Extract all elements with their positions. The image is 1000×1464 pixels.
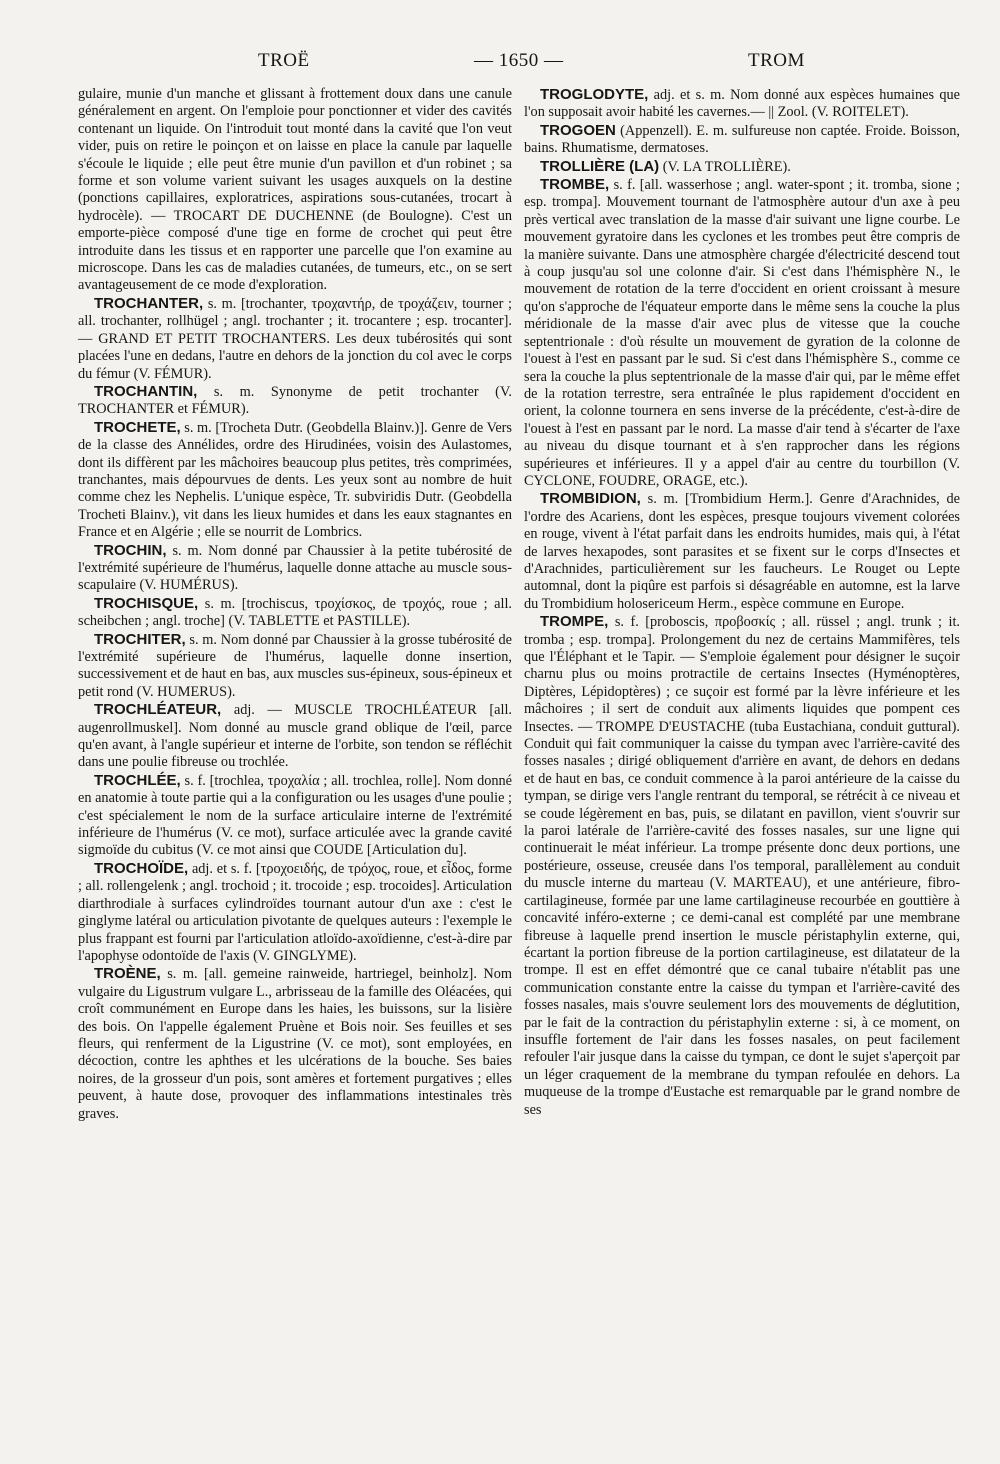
headword: TROCHITER, <box>94 630 186 648</box>
entry-trolliere <box>524 158 960 176</box>
entry-trochlee <box>78 772 512 860</box>
headword: TROCHISQUE, <box>94 594 199 612</box>
entry-trochiter <box>78 631 512 702</box>
headword: TROCHANTIN, <box>94 382 198 400</box>
definition: s. f. [all. wasserhose ; angl. water-spont ; it. tromba, sione ; esp. trompa]. Mouvement tournant de l'atmosphère autour d'un axe à peu près vertical avec translation de la masse d'air suivant une ligne courbe. Le mouvement gyratoire dans les cyclones et les trombes peut être compris de la manière suivante. Dans une atmosphère chargée d'électricité descend tout à coup jusqu'au sol une colonne d'air. Si c'est dans l'hémisphère N., le mouvement de rotation de la terre d'occident en orient croissant à mesure qu'on s'approche de l'équateur emporte dans le même sens la couche la plus méridionale de la masse d'air avec plus de vitesse que la couche septentrionale : d'où résulte un mouvement de gyration de la colonne de l'ouest à l'est en passant par le sud. Si c'est dans l'hémisphère S., comme ce sera la couche la plus septentrionale de la masse d'air qui, par le même effet de la rotation terrestre, sera entraînée le plus rapidement d'occident en orient, la colonne tournera en sens inverse de la précédente, c'est-à-dire de l'ouest à l'est en passant par le nord. La masse d'air tend à s'écarter de l'axe au niveau du disque tournant et à s'en rapprocher dans les régions supérieures et inférieures. Il y a appel d'air au centre du tourbillon (V. CYCLONE, FOUDRE, ORAGE, etc.). <box>524 177 961 489</box>
headword: TROGLODYTE, <box>540 86 649 103</box>
headword: TROMBIDION, <box>540 490 641 508</box>
headword: TROÈNE, <box>94 965 161 983</box>
definition: s. m. [Trocheta Dutr. (Geobdella Blainv.)]. Genre de Vers de la classe des Annélides, ordre des Hirudinées, voisin des Aulastomes, dont ils diffèrent par les mâchoires beaucoup plus petites, très comprimées, tranchantes, mais dépourvues de dents. Les yeux sont au nombre de huit comme chez les Nephelis. L'unique espèce, Tr. subviridis Dutr. (Geobdella Trocheti Blainv.), vit dans les lieux humides et dans les eaux stagnantes en France et en Algérie ; elle se nourrit de Lombrics. <box>78 419 512 541</box>
definition: s. f. [trochlea, τροχαλία ; all. trochlea, rolle]. Nom donné en anatomie à toute partie qui a la configuration ou les usages d'une poulie ; c'est spécialement le nom de la surface articulaire interne de l'extrémité inférieure de l'humérus (V. ce mot), surface articulée avec la grande cavité sigmoïde du cubitus (V. ce mot ainsi que COUDE [Articulation du]. <box>78 772 513 859</box>
headword: TROMBE, <box>540 176 610 194</box>
definition: adj. — MUSCLE TROCHLÉATEUR [all. augenrollmuskel]. Nom donné au muscle grand oblique de l'œil, parce qu'en avant, à l'angle supérieur et interne de l'orbite, son tendon se réfléchit dans une poulie fibreuse ou trochlée. <box>78 702 512 771</box>
entry-troglodyte <box>524 86 960 122</box>
definition: s. f. [proboscis, προβοσκίς ; all. rüssel ; angl. trunk ; it. tromba ; esp. trompa]. Prolongement du nez de certains Mammifères, tels que l'Éléphant et le Tapir. — S'emploie également pour désigner le suçoir charnu plus ou moins protractile de certains Insectes (Hyménoptères, Diptères, Lépidoptères) ; ce suçoir est formé par la lèvre inférieure et les mâchoires ; il sert de conduit aux aliments liquides que pompent ces Insectes. — TROMPE D'EUSTACHE (tuba Eustachiana, conduit guttural). Conduit qui fait communiquer la caisse du tympan avec l'arrière-cavité des fosses nasales ; dirigé obliquement d'arrière en avant, de dehors en dedans et de haut en bas, ce conduit commence à la paroi antérieure de la caisse du tympan, se dirige vers l'angle rentrant du temporal, se rétrécit à ce niveau et se coude légèrement en bas, puis, se dilatant en pavillon, vient s'ouvrir sur la paroi latérale de l'arrière-cavité des fosses nasales, sur une ligne qui continuerait le méat inférieur. La trompe présente donc deux portions, une postérieure, osseuse, creusée dans l'os temporal, parallèlement au conduit du muscle interne du marteau (V. MARTEAU), et une antérieure, fibro-cartilagineuse, formée par une lame cartilagineuse recourbée en gouttière à concavité inféro-externe ; ce demi-canal est complété par une membrane fibreuse à laquelle prend insertion le muscle péristaphylin externe, qui, écartant la portion fibreuse de la portion cartilagineuse, est dilatateur de la trompe. Il est en effet démontré que ce canal tubaire n'établit pas une communication constante entre la caisse du tympan et l'arrière-cavité des fosses nasales, mais s'ouvre seulement lors des mouvements de déglutition, par le fait de la contraction du péristaphylin externe : si, à ce moment, on insuffle fortement de l'air dans les fosses nasales, on peut facilement refouler l'air jusque dans la caisse du tympan, ce dont le sujet s'aperçoit par un léger craquement de la membrane du tympan refoulée en dehors. La muqueuse de la trompe d'Eustache est remarquable par le grand nombre de ses <box>524 614 960 1118</box>
page-number: — 1650 — <box>474 50 564 71</box>
entry-trochleateur <box>78 701 512 772</box>
entry-trochin <box>78 542 512 595</box>
headword: TROCHLÉE, <box>94 771 181 789</box>
left-column <box>78 86 512 1123</box>
definition: adj. et s. f. [τροχοειδής, de τρόχος, roue, et εἶδος, forme ; all. rollengelenk ; angl. trochoid ; it. trocoide ; esp. trocoides]. Articulation diarthrodiale à surfaces cylindroïdes tournant autour d'un axe : c'est le ginglyme latéral ou articulation pivotante de quelques auteurs : l'exemple le plus frappant est fourni par l'articulation atloïdo-axoïdienne, c'est-à-dire par l'apophyse odontoïde de l'axis (V. GINGLYME). <box>78 860 512 964</box>
entry-trochoide <box>78 860 512 965</box>
entry-trochisque <box>78 595 512 631</box>
entry-troene <box>78 965 512 1123</box>
entry-trochantin <box>78 383 512 419</box>
entry-trombe <box>524 176 960 490</box>
headword: TROLLIÈRE (LA) <box>540 157 660 175</box>
definition: (Appenzell). E. m. sulfureuse non captée. Froide. Boisson, bains. Rhumatisme, dermatoses. <box>524 122 960 157</box>
definition: (V. LA TROLLIÈRE). <box>662 158 791 175</box>
definition: adj. et s. m. Nom donné aux espèces humaines que l'on supposait avoir habité les cavernes.— || Zool. (V. ROITELET). <box>524 87 960 121</box>
definition: s. m. [trochiscus, τροχίσκος, de τροχός, roue ; all. scheibchen ; angl. troche] (V. TABLETTE et PASTILLE). <box>78 595 512 630</box>
headword: TROCHIN, <box>94 541 167 559</box>
running-head-left: TROË <box>258 50 310 71</box>
page-header <box>0 50 1000 80</box>
headword: TROCHOÏDE, <box>94 859 189 877</box>
entry-trochete <box>78 419 512 542</box>
headword: TROMPE, <box>540 613 609 631</box>
headword: TROCHANTER, <box>94 294 204 312</box>
headword: TROGOEN <box>540 121 616 139</box>
definition: s. m. [Trombidium Herm.]. Genre d'Arachnides, de l'ordre des Acariens, dont les espèces, presque toujours vivement colorées en rouge, vivent à l'état parfait dans les endroits humides, mais qui, à l'état de larves hexapodes, sont parasites et se fixent sur le corps d'Insectes et d'Arachnides, particulièrement sur les faucheurs. Le Rouget ou Lepte automnal, dont la piqûre est parfois si désagréable en automne, est la larve du Trombidium holosericeum Herm., espèce commune en Europe. <box>524 491 961 612</box>
entry-trombidion <box>524 490 960 613</box>
running-head-right: TROM <box>748 50 805 71</box>
headword: TROCHETE, <box>94 418 181 436</box>
right-column <box>524 86 960 1119</box>
definition: s. m. Nom donné par Chaussier à la petite tubérosité de l'extrémité supérieure de l'humérus, laquelle donne attache au muscle sous-scapulaire (V. HUMÉRUS). <box>78 542 512 594</box>
entry-trompe <box>524 613 960 1119</box>
definition: s. m. Nom donné par Chaussier à la grosse tubérosité de l'extrémité supérieure de l'humérus, laquelle donne insertion, successivement et de haut en bas, aux muscles sus-épineux, sous-épineux et petit rond (V. HUMERUS). <box>78 631 512 700</box>
definition: s. m. Synonyme de petit trochanter (V. TROCHANTER et FÉMUR). <box>78 383 513 418</box>
entry-trochanter <box>78 295 512 383</box>
headword: TROCHLÉATEUR, <box>94 701 222 719</box>
definition: s. m. [trochanter, τροχαντήρ, de τροχάζειν, tourner ; all. trochanter, rollhügel ; angl. trochanter ; it. trocantere ; esp. trocanter]. — GRAND ET PETIT TROCHANTERS. Les deux tubérosités qui sont placées l'une en dedans, l'autre en dehors de la jonction du col avec le corps du fémur (V. FÉMUR). <box>78 295 512 382</box>
definition: s. m. [all. gemeine rainweide, hartriegel, beinholz]. Nom vulgaire du Ligustrum vulgare L., arbrisseau de la famille des Oléacées, qui croît communément en Europe dans les haies, les buissons, sur la lisière des bois. On l'appelle également Pruène et Bois noir. Ses feuilles et ses fleurs, qui renferment de la Ligustrine (V. ce mot), sont employées, en décoction, contre les aphthes et les ulcérations de la bouche. Ses baies noires, de la grosseur d'un pois, sont amères et fortement purgatives ; elles peuvent, à haute dose, provoquer des inflammations intestinales très graves. <box>78 966 512 1122</box>
entry-continuation: gulaire, munie d'un manche et glissant à frottement doux dans une canule généralement en argent. On l'emploie pour ponctionner et vider des cavités contenant un liquide. On l'introduit tout monté dans la cavité que l'on veut vider, puis on retire le poinçon et on laisse en place la canule par laquelle s'écoule le liquide ; elle peut être munie d'un pavillon et d'un robinet ; sa forme et son volume varient suivant les usages auxquels on la destine (ponctions capillaires, exploratrices, aspirations sous-cutanées, trocart à hydrocèle). — TROCART DE DUCHENNE (de Boulogne). C'est un emporte-pièce composé d'une tige en forme de crochet qui peut être introduite dans les tissus et en rapporter une parcelle que l'on examine au microscope. Dans les cas de maladies cutanées, de tumeurs, etc., on se sert avantageusement de ce mode d'exploration. <box>78 86 512 294</box>
entry-trogoen <box>524 122 960 158</box>
